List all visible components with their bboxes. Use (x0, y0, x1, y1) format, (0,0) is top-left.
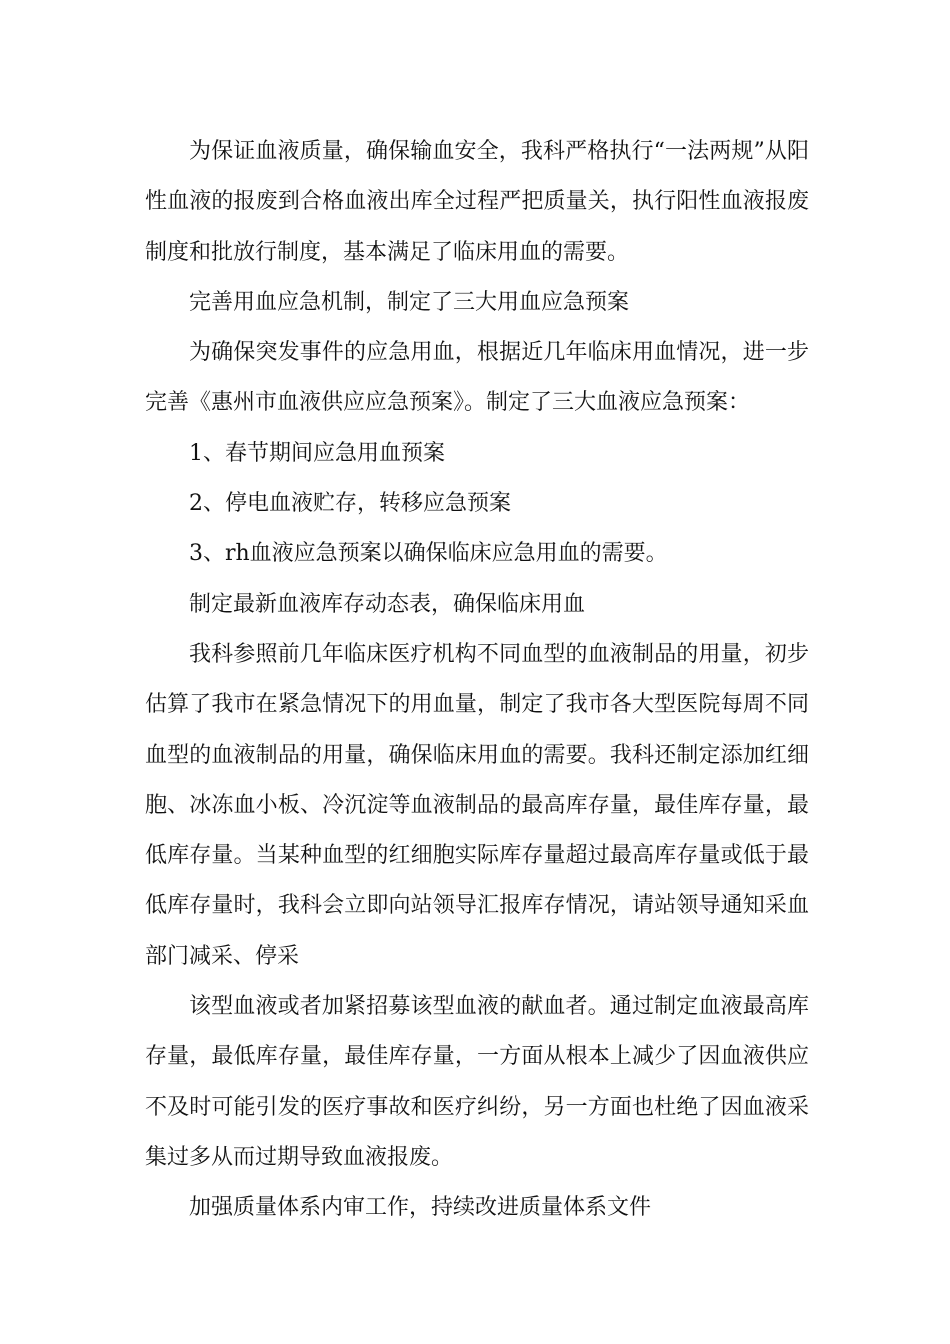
heading-inventory-table: 制定最新血液库存动态表，确保临床用血 (189, 591, 586, 617)
list-item-power-outage-plan: 2、停电血液贮存，转移应急预案 (189, 491, 511, 517)
paragraph-inventory-estimate: 我科参照前几年临床医疗机构不同血型的血液制品的用量，初步估算了我市在紧急情况下的用血量，制定了我市各大型医院每周不同血型的血液制品的用量，确保临床用血的需要。我科还制定添加红细胞、冰冻血小板、冷沉淀等血液制品的最高库存量，最佳库存量，最低库存量。当某种血型的红细胞实际库存量超过最高库存量或低于最低库存量时，我科会立即向站领导汇报库存情况，请站领导通知采血部门减采、停采 (145, 641, 809, 969)
paragraph-emergency-plan: 为确保突发事件的应急用血，根据近几年临床用血情况，进一步完善《惠州市血液供应应急预案》。制定了三大血液应急预案： (145, 340, 809, 416)
list-item-rh-blood-plan: 3、rh血液应急预案以确保临床应急用血的需要。 (189, 541, 668, 567)
heading-emergency-mechanism: 完善用血应急机制，制定了三大用血应急预案 (189, 289, 630, 315)
document-body (145, 127, 809, 1234)
heading-internal-audit: 加强质量体系内审工作，持续改进质量体系文件 (189, 1195, 652, 1221)
paragraph-quality-control: 为保证血液质量，确保输血安全，我科严格执行“一法两规”从阳性血液的报废到合格血液出库全过程严把质量关，执行阳性血液报废制度和批放行制度，基本满足了临床用血的需要。 (145, 139, 809, 265)
paragraph-inventory-benefit: 该型血液或者加紧招募该型血液的献血者。通过制定血液最高库存量，最低库存量，最佳库存量，一方面从根本上减少了因血液供应不及时可能引发的医疗事故和医疗纠纷，另一方面也杜绝了因血液采集过多从而过期导致血液报废。 (145, 994, 809, 1170)
list-item-spring-festival-plan: 1、春节期间应急用血预案 (189, 440, 445, 466)
